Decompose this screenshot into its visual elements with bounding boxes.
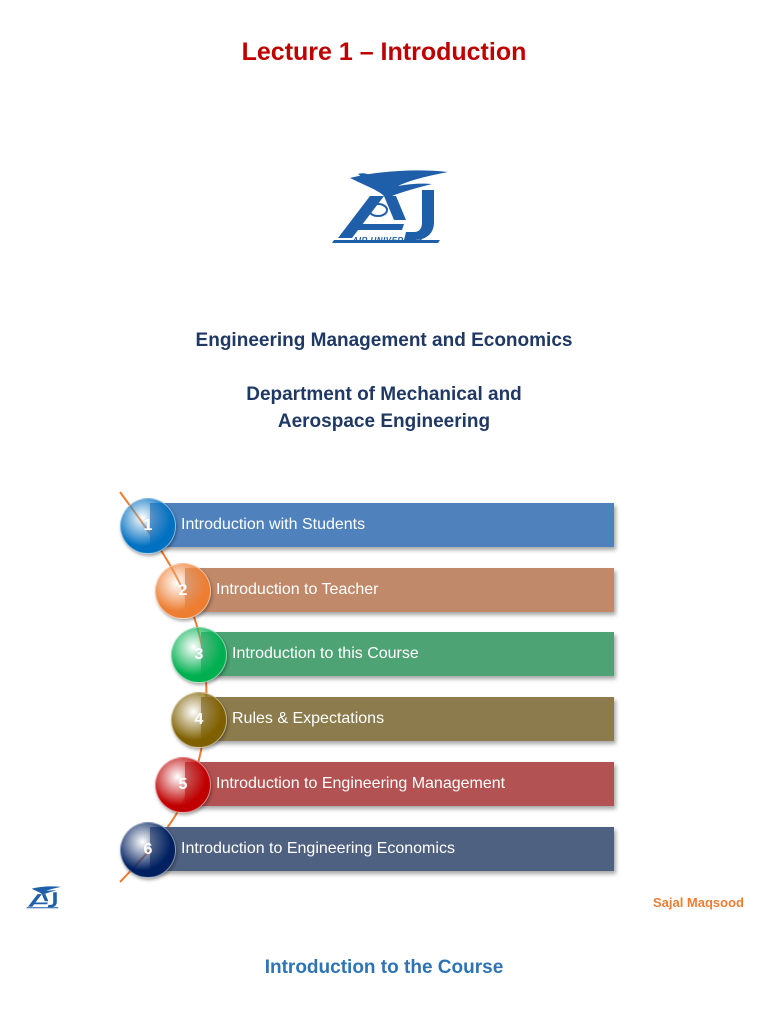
agenda-number-badge: 5 (155, 757, 211, 813)
agenda-item-label: Introduction to Engineering Management (216, 775, 506, 792)
agenda-item-label: Introduction to Teacher (216, 581, 379, 598)
footer-title: Introduction to the Course (264, 957, 504, 978)
agenda-item-label: Introduction with Students (181, 516, 366, 533)
author-name: Sajal Maqsood (652, 895, 744, 910)
agenda-item-label: Introduction to this Course (232, 645, 419, 662)
agenda-number-badge: 2 (155, 563, 211, 619)
logo-text: AIR UNIVERSITY (352, 236, 424, 245)
agenda-number-badge: 3 (171, 627, 227, 683)
agenda-number-badge: 6 (120, 822, 176, 878)
course-title: Engineering Management and Economics (195, 330, 573, 351)
agenda-item-3 (201, 632, 614, 676)
department-line-1: Department of Mechanical and (246, 384, 522, 405)
agenda-item-6 (150, 827, 614, 871)
air-university-small-logo-icon (22, 882, 64, 914)
agenda-item-5 (185, 762, 614, 806)
department-line-2: Aerospace Engineering (277, 411, 491, 432)
agenda-number-badge: 1 (120, 498, 176, 554)
slide-title: Lecture 1 – Introduction (241, 38, 527, 66)
agenda-number-badge: 4 (171, 692, 227, 748)
agenda-item-label: Rules & Expectations (232, 710, 385, 727)
agenda-item-4 (201, 697, 614, 741)
agenda-item-label: Introduction to Engineering Economics (181, 840, 455, 857)
agenda-item-2 (185, 568, 614, 612)
agenda-item-1 (150, 503, 614, 547)
